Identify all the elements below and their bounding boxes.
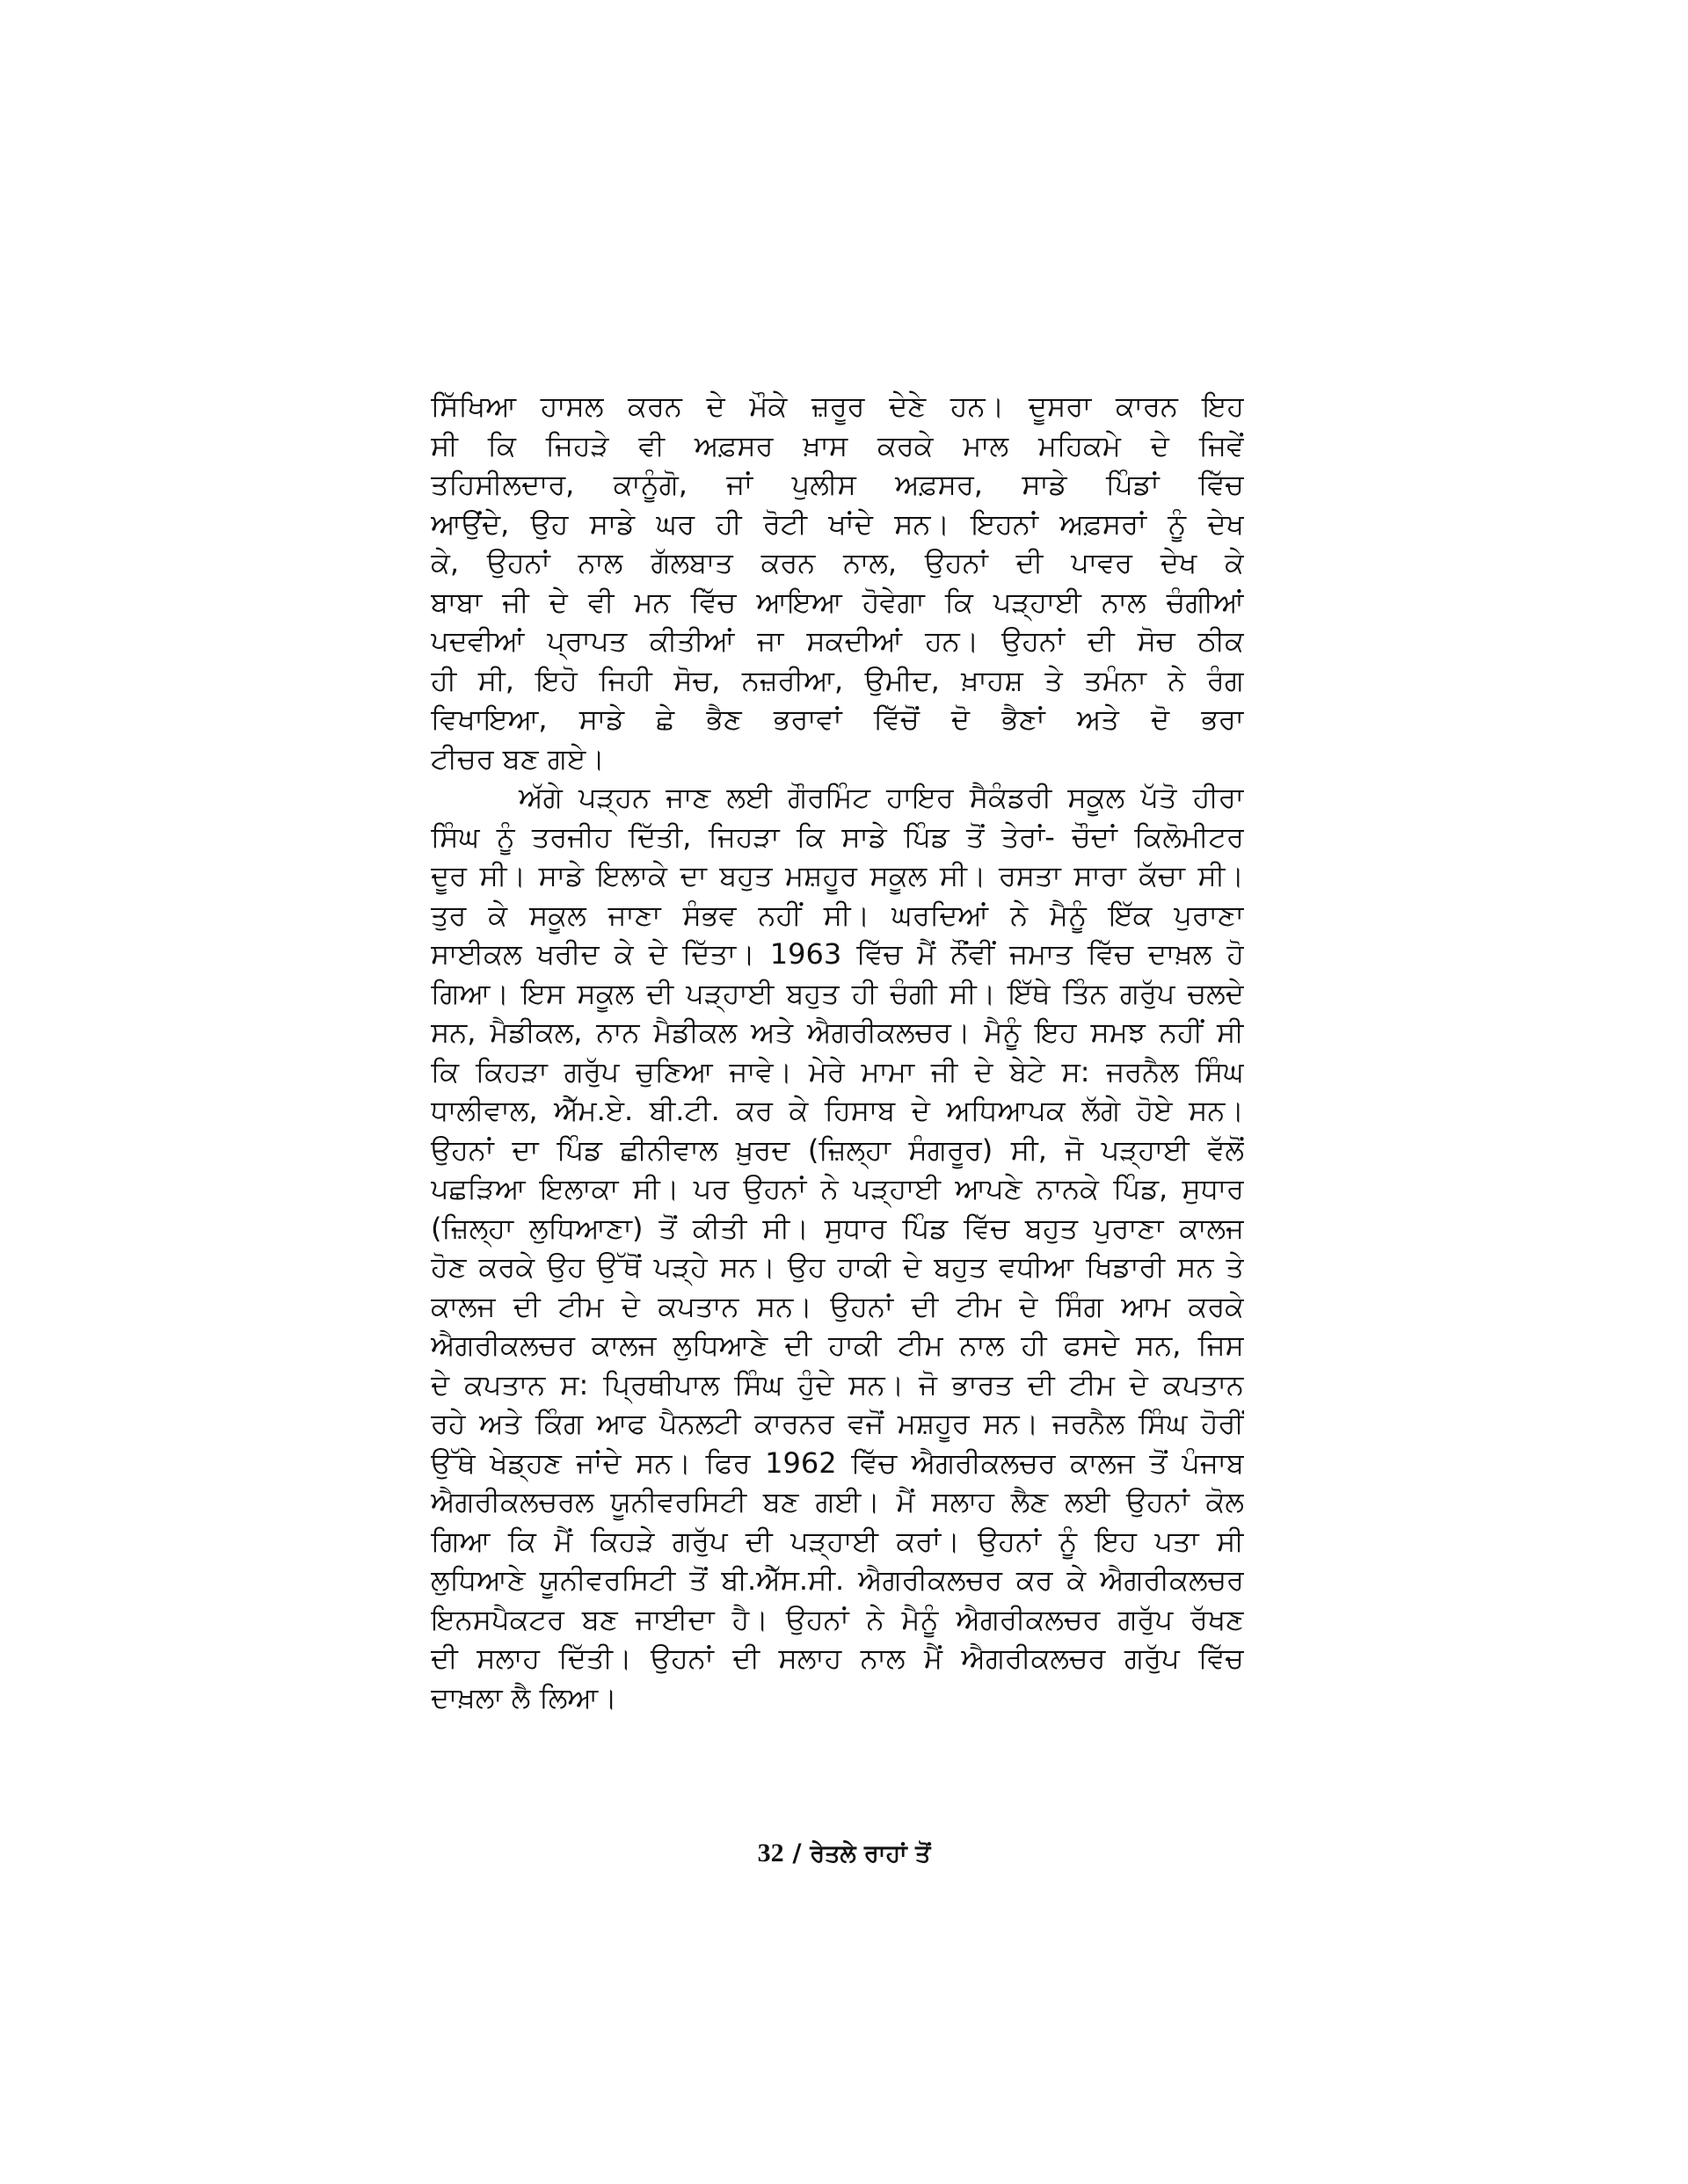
text-line: ਉਹਨਾਂ ਦਾ ਪਿੰਡ ਛੀਨੀਵਾਲ ਖ਼ੁਰਦ (ਜ਼ਿਲ੍ਹਾ ਸੰਗਰੂਰ) ਸੀ, ਜੋ ਪੜ੍ਹਾਈ ਵੱਲੋਂ [431, 1132, 1244, 1167]
page-number: 32 [757, 1838, 784, 1867]
text-line: ਬਾਬਾ ਜੀ ਦੇ ਵੀ ਮਨ ਵਿੱਚ ਆਇਆ ਹੋਵੇਗਾ ਕਿ ਪੜ੍ਹਾਈ ਨਾਲ ਚੰਗੀਆਂ [431, 585, 1244, 619]
text-line: ਐਗਰੀਕਲਚਰਲ ਯੂਨੀਵਰਸਿਟੀ ਬਣ ਗਈ। ਮੈਂ ਸਲਾਹ ਲੈਣ ਲਈ ਉਹਨਾਂ ਕੋਲ [431, 1485, 1244, 1518]
text-line: ਧਾਲੀਵਾਲ, ਐੱਮ.ਏ. ਬੀ.ਟੀ. ਕਰ ਕੇ ਹਿਸਾਬ ਦੇ ਅਧਿਆਪਕ ਲੱਗੇ ਹੋਏ ਸਨ। [431, 1094, 1244, 1127]
text-line: ਐਗਰੀਕਲਚਰ ਕਾਲਜ ਲੁਧਿਆਣੇ ਦੀ ਹਾਕੀ ਟੀਮ ਨਾਲ ਹੀ ਫਸਦੇ ਸਨ, ਜਿਸ [431, 1329, 1244, 1362]
text-line: ਹੋਣ ਕਰਕੇ ਉਹ ਉੱਥੋਂ ਪੜ੍ਹੇ ਸਨ। ਉਹ ਹਾਕੀ ਦੇ ਬਹੁਤ ਵਧੀਆ ਖਿਡਾਰੀ ਸਨ ਤੇ [431, 1250, 1244, 1284]
text-line: ਗਿਆ। ਇਸ ਸਕੂਲ ਦੀ ਪੜ੍ਹਾਈ ਬਹੁਤ ਹੀ ਚੰਗੀ ਸੀ। ਇੱਥੇ ਤਿੰਨ ਗਰੁੱਪ ਚਲਦੇ [431, 976, 1244, 1010]
text-line: ਦਾਖ਼ਲਾ ਲੈ ਲਿਆ। [431, 1680, 617, 1714]
book-title: ਰੇਤਲੇ ਰਾਹਾਂ ਤੋਂ [810, 1840, 931, 1867]
text-line: (ਜ਼ਿਲ੍ਹਾ ਲੁਧਿਆਣਾ) ਤੋਂ ਕੀਤੀ ਸੀ। ਸੁਧਾਰ ਪਿੰਡ ਵਿੱਚ ਬਹੁਤ ਪੁਰਾਣਾ ਕਾਲਜ [431, 1211, 1244, 1245]
text-line: ਪਦਵੀਆਂ ਪ੍ਰਾਪਤ ਕੀਤੀਆਂ ਜਾ ਸਕਦੀਆਂ ਹਨ। ਉਹਨਾਂ ਦੀ ਸੋਚ ਠੀਕ [431, 624, 1244, 658]
text-line: ਕਾਲਜ ਦੀ ਟੀਮ ਦੇ ਕਪਤਾਨ ਸਨ। ਉਹਨਾਂ ਦੀ ਟੀਮ ਦੇ ਸਿੰਗ ਆਮ ਕਰਕੇ [431, 1289, 1244, 1323]
footer-separator: / [792, 1838, 802, 1867]
text-line: ਸਿੰਘ ਨੂੰ ਤਰਜੀਹ ਦਿੱਤੀ, ਜਿਹੜਾ ਕਿ ਸਾਡੇ ਪਿੰਡ ਤੋਂ ਤੇਰਾਂ- ਚੌਦਾਂ ਕਿਲੋਮੀਟਰ [431, 819, 1244, 854]
text-line: ਸਨ, ਮੈਡੀਕਲ, ਨਾਨ ਮੈਡੀਕਲ ਅਤੇ ਐਗਰੀਕਲਚਰ। ਮੈਨੂੰ ਇਹ ਸਮਝ ਨਹੀਂ ਸੀ [431, 1016, 1244, 1049]
text-line: ਸੀ ਕਿ ਜਿਹੜੇ ਵੀ ਅਫ਼ਸਰ ਖ਼ਾਸ ਕਰਕੇ ਮਾਲ ਮਹਿਕਮੇ ਦੇ ਜਿਵੇਂ [431, 428, 1244, 462]
page-footer [0, 1836, 1688, 1872]
text-line: ਲੁਧਿਆਣੇ ਯੂਨੀਵਰਸਿਟੀ ਤੋਂ ਬੀ.ਐੱਸ.ਸੀ. ਐਗਰੀਕਲਚਰ ਕਰ ਕੇ ਐਗਰੀਕਲਚਰ [431, 1563, 1244, 1597]
body-text [431, 387, 1244, 1717]
text-line: ਰਹੇ ਅਤੇ ਕਿੰਗ ਆਫ ਪੈਨਲਟੀ ਕਾਰਨਰ ਵਜੋਂ ਮਸ਼ਹੂਰ ਸਨ। ਜਰਨੈਲ ਸਿੰਘ ਹੋਰੀਂ [431, 1407, 1244, 1440]
text-line: ਆਉਂਦੇ, ਉਹ ਸਾਡੇ ਘਰ ਹੀ ਰੋਟੀ ਖਾਂਦੇ ਸਨ। ਇਹਨਾਂ ਅਫ਼ਸਰਾਂ ਨੂੰ ਦੇਖ [431, 506, 1244, 541]
text-line: ਹੀ ਸੀ, ਇਹੋ ਜਿਹੀ ਸੋਚ, ਨਜ਼ਰੀਆ, ਉਮੀਦ, ਖ਼ਾਹਸ਼ ਤੇ ਤਮੰਨਾ ਨੇ ਰੰਗ [431, 663, 1244, 697]
text-line: ਵਿਖਾਇਆ, ਸਾਡੇ ਛੇ ਭੈਣ ਭਰਾਵਾਂ ਵਿੱਚੋਂ ਦੋ ਭੈਣਾਂ ਅਤੇ ਦੋ ਭਰਾ [431, 703, 1244, 736]
text-line: ਸਿੱਖਿਆ ਹਾਸਲ ਕਰਨ ਦੇ ਮੌਕੇ ਜ਼ਰੂਰ ਦੇਣੇ ਹਨ। ਦੂਸਰਾ ਕਾਰਨ ਇਹ [431, 389, 1244, 423]
text-line: ਟੀਚਰ ਬਣ ਗਏ। [431, 741, 605, 775]
text-line: ਤਹਿਸੀਲਦਾਰ, ਕਾਨੂੰਗੋ, ਜਾਂ ਪੁਲੀਸ ਅਫ਼ਸਰ, ਸਾਡੇ ਪਿੰਡਾਂ ਵਿੱਚ [431, 468, 1244, 501]
text-line: ਗਿਆ ਕਿ ਮੈਂ ਕਿਹੜੇ ਗਰੁੱਪ ਦੀ ਪੜ੍ਹਾਈ ਕਰਾਂ। ਉਹਨਾਂ ਨੂੰ ਇਹ ਪਤਾ ਸੀ [431, 1524, 1244, 1558]
text-line: ਦੀ ਸਲਾਹ ਦਿੱਤੀ। ਉਹਨਾਂ ਦੀ ਸਲਾਹ ਨਾਲ ਮੈਂ ਐਗਰੀਕਲਚਰ ਗਰੁੱਪ ਵਿੱਚ [431, 1642, 1244, 1675]
text-line: ਦੂਰ ਸੀ। ਸਾਡੇ ਇਲਾਕੇ ਦਾ ਬਹੁਤ ਮਸ਼ਹੂਰ ਸਕੂਲ ਸੀ। ਰਸਤਾ ਸਾਰਾ ਕੱਚਾ ਸੀ। [431, 859, 1244, 892]
text-line: ਦੇ ਕਪਤਾਨ ਸ: ਪ੍ਰਿਥੀਪਾਲ ਸਿੰਘ ਹੁੰਦੇ ਸਨ। ਜੋ ਭਾਰਤ ਦੀ ਟੀਮ ਦੇ ਕਪਤਾਨ [431, 1367, 1244, 1401]
paragraph-1 [431, 387, 1244, 778]
text-line: ਇਨਸਪੈਕਟਰ ਬਣ ਜਾਈਦਾ ਹੈ। ਉਹਨਾਂ ਨੇ ਮੈਨੂੰ ਐਗਰੀਕਲਚਰ ਗਰੁੱਪ ਰੱਖਣ [431, 1602, 1244, 1636]
text-line: ਉੱਥੇ ਖੇਡ੍ਹਣ ਜਾਂਦੇ ਸਨ। ਫਿਰ 1962 ਵਿੱਚ ਐਗਰੀਕਲਚਰ ਕਾਲਜ ਤੋਂ ਪੰਜਾਬ [431, 1445, 1244, 1480]
paragraph-2 [431, 778, 1244, 1717]
text-line: ਕਿ ਕਿਹੜਾ ਗਰੁੱਪ ਚੁਣਿਆ ਜਾਵੇ। ਮੇਰੇ ਮਾਮਾ ਜੀ ਦੇ ਬੇਟੇ ਸ: ਜਰਨੈਲ ਸਿੰਘ [431, 1054, 1244, 1088]
text-line: ਅੱਗੇ ਪੜ੍ਹਨ ਜਾਣ ਲਈ ਗੌਰਮਿੰਟ ਹਾਇਰ ਸੈਕੰਡਰੀ ਸਕੂਲ ਪੱਤੋ ਹੀਰਾ [519, 781, 1244, 814]
text-line: ਕੇ, ਉਹਨਾਂ ਨਾਲ ਗੱਲਬਾਤ ਕਰਨ ਨਾਲ, ਉਹਨਾਂ ਦੀ ਪਾਵਰ ਦੇਖ ਕੇ [431, 546, 1244, 579]
text-line: ਤੁਰ ਕੇ ਸਕੂਲ ਜਾਣਾ ਸੰਭਵ ਨਹੀਂ ਸੀ। ਘਰਦਿਆਂ ਨੇ ਮੈਨੂੰ ਇੱਕ ਪੁਰਾਣਾ [431, 898, 1244, 932]
text-line: ਸਾਈਕਲ ਖਰੀਦ ਕੇ ਦੇ ਦਿੱਤਾ। 1963 ਵਿੱਚ ਮੈਂ ਨੌਂਵੀਂ ਜਮਾਤ ਵਿੱਚ ਦਾਖ਼ਲ ਹੋ [431, 937, 1244, 971]
text-line: ਪਛੜਿਆ ਇਲਾਕਾ ਸੀ। ਪਰ ਉਹਨਾਂ ਨੇ ਪੜ੍ਹਾਈ ਆਪਣੇ ਨਾਨਕੇ ਪਿੰਡ, ਸੁਧਾਰ [431, 1172, 1244, 1205]
